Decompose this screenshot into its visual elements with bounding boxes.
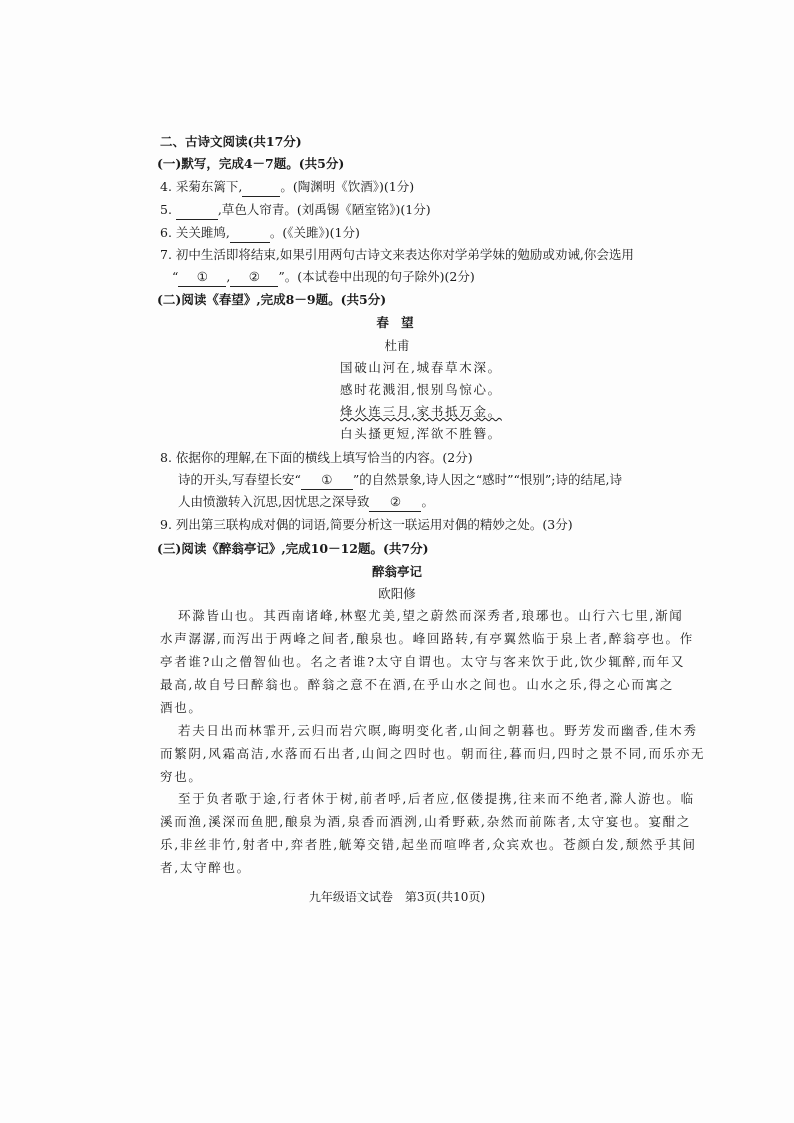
q7-text: 初中生活即将结束,如果引用两句古诗文来表达你对学弟学妹的勉励或劝诫,你会选用 (175, 247, 634, 262)
q4-answer-blank[interactable] (242, 178, 280, 197)
para2-line-3: 穷也。 (160, 769, 203, 784)
q9-text: 列出第三联构成对偶的词语,简要分析这一联运用对偶的精妙之处。(3分) (175, 517, 573, 532)
poem-line-3: 烽火连三月,家书抵万金。 (340, 404, 502, 419)
essay-title: 醉翁亭记 (371, 564, 422, 579)
q7-blank-2[interactable]: ② (230, 268, 278, 287)
q8-number: 8. (160, 450, 172, 465)
q6-text: 关关雎鸠, (175, 225, 230, 240)
poem-author: 杜甫 (384, 338, 410, 353)
question-7-line2 (172, 268, 475, 287)
part1-heading: (一)默写，完成4－7题。(共5分) (157, 156, 345, 171)
part3-heading: (三)阅读《醉翁亭记》,完成10－12题。(共7分) (157, 541, 429, 556)
question-8 (160, 449, 473, 467)
para3-line-1: 至于负者歌于途,行者休于树,前者呼,后者应,伛偻提携,往来而不绝者,滁人游也。临 (178, 791, 695, 806)
q5-number: 5. (160, 202, 172, 217)
q8-p2-a: 人由愤激转入沉思,因忧思之深导致 (178, 494, 370, 509)
q4-source: 。(陶渊明《饮酒》)(1分) (280, 179, 415, 194)
question-7 (160, 246, 634, 264)
para1-line-5: 酒也。 (160, 700, 203, 715)
q7-number: 7. (160, 247, 172, 262)
q6-answer-blank[interactable] (230, 224, 270, 243)
para2-line-2: 而繁阴,风霜高洁,水落而石出者,山间之四时也。朝而往,暮而归,四时之景不同,而乐亦无 (160, 746, 706, 761)
q4-text: 采菊东篱下, (175, 179, 243, 194)
q8-p2-b: 。 (421, 494, 434, 509)
q7-blank-1[interactable]: ① (178, 268, 226, 287)
page-footer: 九年级语文试卷 第3页(共10页) (308, 890, 486, 904)
poem-line-4: 白头搔更短,浑欲不胜簪。 (340, 426, 502, 441)
essay-author: 欧阳修 (378, 586, 416, 601)
question-5 (160, 201, 431, 220)
para1-line-2: 水声潺潺,而泻出于两峰之间者,酿泉也。峰回路转,有亭翼然临于泉上者,醉翁亭也。作 (160, 631, 694, 646)
poem-line-1: 国破山河在,城春草木深。 (340, 360, 502, 375)
q8-blank-1[interactable]: ① (301, 471, 353, 490)
para3-line-4: 者,太守醉也。 (160, 860, 251, 875)
poem-line-2: 感时花溅泪,恨别鸟惊心。 (340, 382, 502, 397)
q8-p1-a: 诗的开头,写春望长安“ (178, 472, 301, 487)
q5-answer-blank[interactable] (176, 201, 218, 220)
q8-text: 依据你的理解,在下面的横线上填写恰当的内容。(2分) (175, 450, 473, 465)
section-title: 二、古诗文阅读(共17分) (160, 134, 302, 149)
q7-tail: ”。(本试卷中出现的句子除外)(2分) (278, 269, 475, 284)
question-9 (160, 516, 573, 534)
question-4 (160, 178, 414, 197)
para1-line-4: 最高,故自号曰醉翁也。醉翁之意不在酒,在乎山水之间也。山水之乐,得之心而寓之 (160, 677, 675, 692)
question-6 (160, 224, 360, 243)
para1-line-1: 环滁皆山也。其西南诸峰,林壑尤美,望之蔚然而深秀者,琅琊也。山行六七里,渐闻 (178, 608, 684, 623)
q8-passage-line-2 (178, 493, 434, 512)
q5-source: ,草色人帘青。(刘禹锡《陋室铭》)(1分) (217, 202, 431, 217)
q6-number: 6. (160, 225, 172, 240)
q7-open-quote: “ (172, 269, 179, 284)
para3-line-2: 溪而渔,溪深而鱼肥,酿泉为酒,泉香而酒洌,山肴野蔌,杂然而前陈者,太守宴也。宴酣之 (160, 814, 692, 829)
q6-source: 。(《关雎》)(1分) (269, 225, 360, 240)
para3-line-3: 乐,非丝非竹,射者中,弈者胜,觥筹交错,起坐而喧哗者,众宾欢也。苍颜白发,颓然乎其间 (160, 837, 697, 852)
q8-passage-line-1 (178, 471, 622, 490)
q8-p1-b: ”的自然景象,诗人因之“感时”“恨别”;诗的结尾,诗 (352, 472, 622, 487)
para1-line-3: 亭者谁?山之僧智仙也。名之者谁?太守自谓也。太守与客来饮于此,饮少辄醉,而年又 (160, 654, 686, 669)
q7-comma: , (226, 269, 231, 284)
q4-number: 4. (160, 179, 172, 194)
para2-line-1: 若夫日出而林霏开,云归而岩穴暝,晦明变化者,山间之朝暮也。野芳发而幽香,佳木秀 (178, 723, 698, 738)
q9-number: 9. (160, 517, 172, 532)
poem-title: 春 望 (376, 315, 418, 330)
part2-heading: (二)阅读《春望》,完成8－9题。(共5分) (157, 292, 387, 307)
q8-blank-2[interactable]: ② (369, 493, 421, 512)
